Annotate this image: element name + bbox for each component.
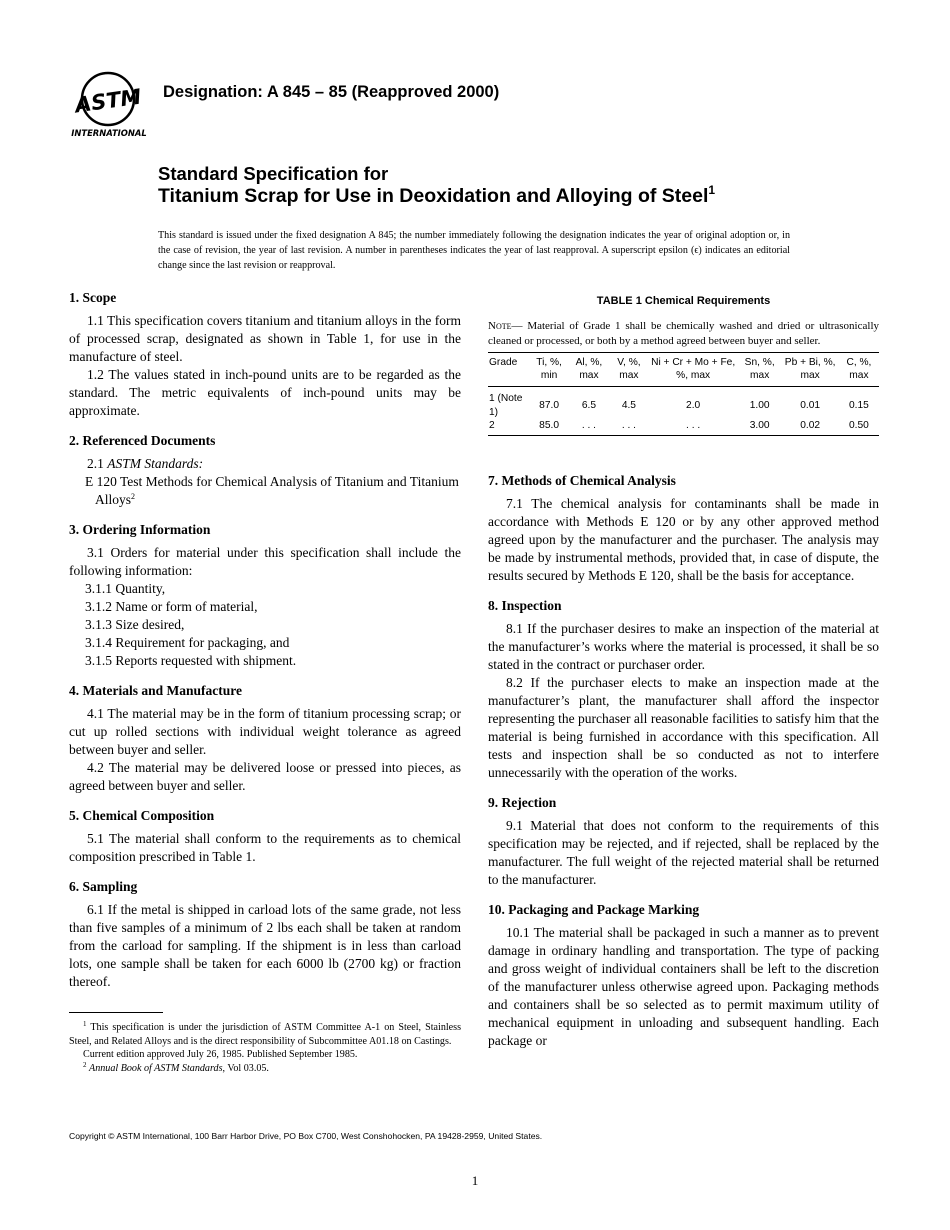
footnote-2-title: Annual Book of ASTM Standards xyxy=(89,1062,223,1074)
table-cell: . . . xyxy=(568,419,609,435)
footnote-divider xyxy=(69,1012,163,1013)
table-cell: 85.0 xyxy=(530,419,569,435)
table-cell: 2 xyxy=(488,419,530,435)
section-inspection-heading: 8. Inspection xyxy=(488,597,562,613)
page-number: 1 xyxy=(471,1173,479,1188)
table-note-text: — Material of Grade 1 shall be chemically washed and dried or ultrasonically cleaned or processed, or both by a method agreed between buyer and seller. xyxy=(488,320,879,347)
list-item: 3.1.2 Name or form of material, xyxy=(85,599,258,614)
right-column xyxy=(488,289,879,1050)
table-cell: 1 (Note 1) xyxy=(489,393,523,418)
table-header-row xyxy=(488,353,879,387)
astm-logo xyxy=(68,70,150,138)
title-line-1: Standard Specification for xyxy=(158,163,389,184)
table-header-cell: C, %, max xyxy=(839,353,879,387)
astm-standards-label: ASTM Standards: xyxy=(107,456,204,471)
table-cell: . . . xyxy=(609,419,648,435)
table-cell: 0.02 xyxy=(781,419,838,435)
footnotes xyxy=(69,1021,461,1075)
title-text: Titanium Scrap for Use in Deoxidation and Alloying of Steel xyxy=(158,185,709,207)
table-row xyxy=(488,387,879,420)
table-note-label: Note xyxy=(488,320,512,332)
para-5-1: 5.1 The material shall conform to the requirements as to chemical composition prescribed in Table 1. xyxy=(69,831,461,864)
table-title: TABLE 1 Chemical Requirements xyxy=(596,295,771,307)
table-row xyxy=(488,419,879,435)
table-header-cell: Grade xyxy=(488,353,530,387)
footnote-2 xyxy=(69,1062,461,1076)
para-6-1: 6.1 If the metal is shipped in carload lots of the same grade, not less than five samples of a minimum of 2 lbs each shall be taken at random from the carload for sampling. If the shipment is in less than carload lots, one sample shall be taken for each 6000 lb (2700 kg) or fraction thereof. xyxy=(69,902,461,989)
para-2-1 xyxy=(69,455,461,473)
table-cell: 0.50 xyxy=(839,419,879,435)
table-cell: 4.5 xyxy=(621,399,636,411)
para-4-1: 4.1 The material may be in the form of titanium processing scrap; or cut up rolled sections with individual weight tolerance as agreed between buyer and seller. xyxy=(69,706,461,757)
table-cell: 3.00 xyxy=(738,419,782,435)
footnote-2-mark: 2 xyxy=(83,1060,87,1069)
table-cell: 2.0 xyxy=(686,399,701,411)
footnote-1 xyxy=(69,1021,461,1048)
table-cell: . . . xyxy=(648,419,738,435)
para-2-1-num: 2.1 xyxy=(87,456,104,471)
section-chemical-heading: 5. Chemical Composition xyxy=(69,808,215,823)
table-spacer xyxy=(488,436,879,460)
left-column xyxy=(69,289,461,991)
reference-e120-text: E 120 Test Methods for Chemical Analysis of Titanium and Titanium Alloys xyxy=(85,474,459,507)
section-referenced-heading: 2. Referenced Documents xyxy=(69,433,216,448)
table-cell: 1.00 xyxy=(749,399,770,411)
footnote-1-text: This specification is under the jurisdiction of ASTM Committee A-1 on Steel, Stainless Steel, and Related Alloys and is the direct responsibility of Subcommittee A01.18 on Castings. xyxy=(69,1022,462,1047)
footnote-edition: Current edition approved July 26, 1985. Published September 1985. xyxy=(83,1049,358,1060)
title-footnote-mark: 1 xyxy=(708,183,716,197)
table-header-cell: Sn, %, max xyxy=(738,353,782,387)
para-8-2: 8.2 If the purchaser elects to make an inspection made at the manufacturer’s plant, the manufacturer shall afford the inspector representing the purchaser all reasonable facilities to satisfy him that the material is being furnished in accordance with this specification. All tests and inspection shall be so conducted as not to interfere unnecessarily with the operation of the works. xyxy=(488,674,879,780)
list-item: 3.1.4 Requirement for packaging, and xyxy=(85,635,290,650)
list-item: 3.1.1 Quantity, xyxy=(85,581,166,596)
reference-e120 xyxy=(69,473,461,509)
astm-logo-text: ASTM xyxy=(73,84,143,118)
section-materials-heading: 4. Materials and Manufacture xyxy=(69,683,242,698)
para-3-1: 3.1 Orders for material under this specification shall include the following information: xyxy=(69,545,461,578)
section-sampling-heading: 6. Sampling xyxy=(69,879,138,894)
reference-footnote-mark: 2 xyxy=(131,492,136,501)
para-8-1: 8.1 If the purchaser desires to make an inspection of the material at the manufacturer’s works where the material is processed, it shall be so stated in the contract or purchaser order. xyxy=(488,620,879,672)
table-note xyxy=(488,319,879,349)
section-ordering-heading: 3. Ordering Information xyxy=(69,522,211,537)
para-9-1: 9.1 Material that does not conform to the requirements of this specification may be rejected, and if rejected, shall be replaced by the manufacturer. The full weight of the rejected material shall be returned to the manufacturer. xyxy=(488,817,879,887)
table-cell: 0.01 xyxy=(800,399,821,411)
footnote-2-volume: , Vol 03.05. xyxy=(222,1062,269,1074)
section-rejection-heading: 9. Rejection xyxy=(488,794,557,810)
table-header-cell: V, %, max xyxy=(609,353,648,387)
table-cell: 6.5 xyxy=(581,399,597,411)
chemical-requirements-table xyxy=(488,352,879,436)
table-header-cell: Ni + Cr + Mo + Fe, %, max xyxy=(648,353,738,387)
list-item: 3.1.5 Reports requested with shipment. xyxy=(85,653,297,668)
section-methods-heading: 7. Methods of Chemical Analysis xyxy=(488,472,676,488)
section-packaging-heading: 10. Packaging and Package Marking xyxy=(488,901,700,917)
table-cell: 0.15 xyxy=(849,399,869,411)
para-1-2: 1.2 The values stated in inch-pound units are to be regarded as the standard. The metric equivalents of inch-pound units may be approximate. xyxy=(69,367,461,418)
para-7-1: 7.1 The chemical analysis for contaminants shall be made in accordance with Methods E 120 or by any other approved method agreed upon by the manufacturer and the purchaser. The analysis may be made by instrumental methods, provided that, in case of dispute, the results secured by Methods E 120, shall be the basis for acceptance. xyxy=(488,495,879,583)
astm-logo-subtext: INTERNATIONAL xyxy=(71,128,147,138)
copyright: Copyright © ASTM International, 100 Barr Harbor Drive, PO Box C700, West Conshohocken, PA 19428-2959, United States. xyxy=(69,1131,543,1141)
para-1-1: 1.1 This specification covers titanium and titanium alloys in the form of processed scrap, designated as shown in Table 1, for use in the manufacture of steel. xyxy=(69,313,461,364)
designation: Designation: A 845 – 85 (Reapproved 2000) xyxy=(163,83,500,101)
standard-notice: This standard is issued under the fixed designation A 845; the number immediately following the designation indicates the year of original adoption or, in the case of revision, the year of last revision. A number in parentheses indicates the year of last reapproval. A superscript epsilon (ϵ) indicates an editorial change since the last revision or reapproval. xyxy=(158,230,790,271)
table-header-cell: Pb + Bi, %, max xyxy=(781,353,838,387)
para-4-2: 4.2 The material may be delivered loose or pressed into pieces, as agreed between buyer and seller. xyxy=(69,760,461,793)
table-header-cell: Ti, %, min xyxy=(530,353,569,387)
table-header-cell: Al, %, max xyxy=(568,353,609,387)
footnote-1-mark: 1 xyxy=(83,1020,87,1028)
section-scope-heading: 1. Scope xyxy=(69,290,117,305)
title-line-2 xyxy=(158,185,715,208)
list-item: 3.1.3 Size desired, xyxy=(85,617,185,632)
table-cell: 87.0 xyxy=(539,399,559,411)
para-10-1: 10.1 The material shall be packaged in such a manner as to prevent damage in ordinary handling and transportation. The type of packing and gross weight of individual containers shall be left to the discretion of the manufacturer unless otherwise agreed upon. Packaging methods and containers shall be so selected as to permit maximum utility of mechanical equipment in unloading and subsequent handling. Each package or xyxy=(488,924,879,1048)
